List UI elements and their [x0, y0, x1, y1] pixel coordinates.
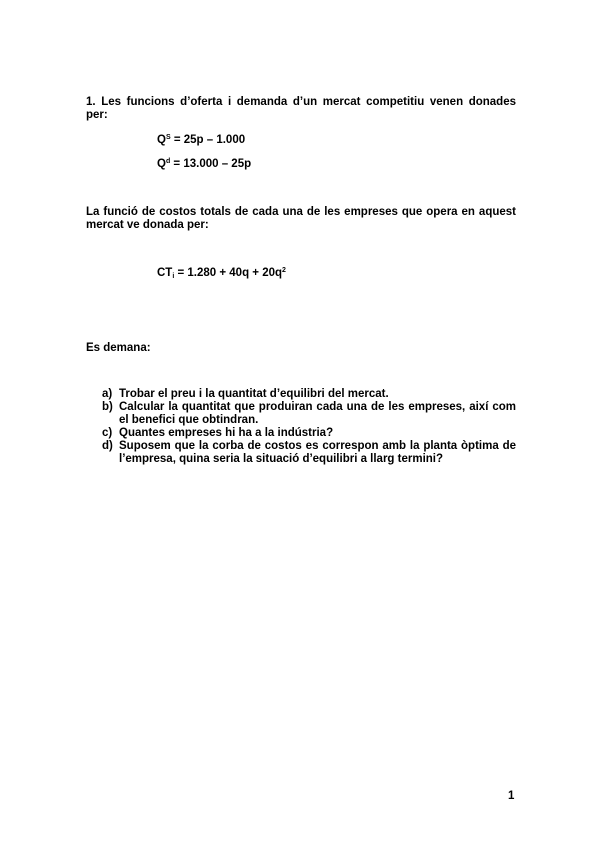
cost-symbol: CT: [157, 267, 173, 279]
problem-intro: 1. Les funcions d’oferta i demanda d’un mercat competitiu venen donades per:: [86, 96, 516, 121]
supply-symbol: Q: [157, 134, 166, 146]
list-marker: b): [102, 401, 113, 413]
demand-equation: [157, 157, 251, 171]
cost-intro: La funció de costos totals de cada una de les empreses que opera en aquest mercat ve donada per:: [86, 206, 516, 231]
list-item: [102, 427, 516, 440]
demand-expression: = 13.000 – 25p: [170, 158, 252, 170]
list-marker: a): [102, 388, 113, 400]
supply-equation: [157, 133, 245, 147]
list-marker: c): [102, 427, 113, 439]
demand-symbol: Q: [157, 158, 166, 170]
list-item-text: Trobar el preu i la quantitat d’equilibri del mercat.: [119, 388, 389, 400]
questions-heading: Es demana:: [86, 342, 151, 354]
supply-superscript: S: [165, 134, 171, 141]
list-item: [102, 388, 516, 401]
supply-expression: = 25p – 1.000: [170, 134, 246, 146]
list-item-text: Calcular la quantitat que produiran cada una de les empreses, així com el benefici que obtindran.: [119, 401, 516, 426]
cost-expression: = 1.280 + 40q + 20q: [174, 267, 283, 279]
list-item-text: Suposem que la corba de costos es correspon amb la planta òptima de l’empresa, quina seria la situació d’equilibri a llarg termini?: [119, 440, 516, 465]
cost-equation: [157, 266, 286, 280]
cost-exponent: 2: [282, 267, 286, 274]
questions-list: [102, 388, 516, 466]
list-item: [102, 401, 516, 427]
list-marker: d): [102, 440, 113, 452]
demand-superscript: d: [165, 158, 171, 165]
page-number: 1: [508, 790, 515, 802]
list-item: [102, 440, 516, 466]
cost-subscript: i: [172, 273, 175, 280]
list-item-text: Quantes empreses hi ha a la indústria?: [119, 427, 334, 439]
